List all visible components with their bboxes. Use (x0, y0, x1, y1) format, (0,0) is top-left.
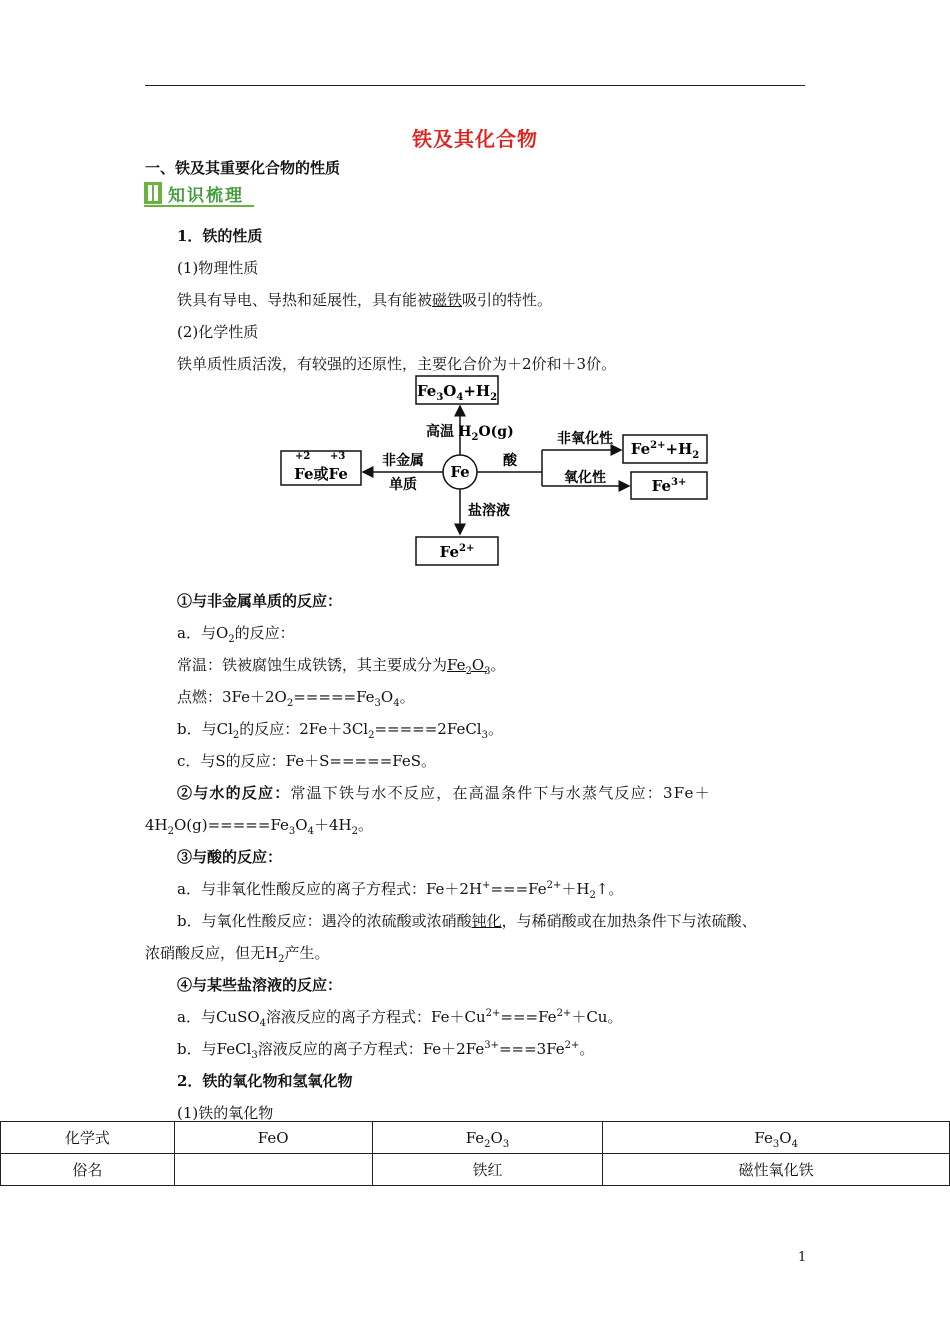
reaction4-a: a．与CuSO$_4$溶液反应的离子方程式：$Fe+Cu^{2+}===Fe^{2+}+Cu$。 (177, 1008, 623, 1029)
knowledge-badge (144, 180, 244, 206)
reaction1-a1: 常温：铁被腐蚀生成铁锈，其主要成分为$Fe_2O_3$。 (177, 656, 506, 677)
cond-nonmetal: 非金属 (382, 453, 424, 469)
product-fe3-text: $Fe^{3+}$ (651, 477, 687, 495)
table-cell: $Fe_3O_4$ (603, 1122, 950, 1154)
heading-oxides-hydroxides: 2．铁的氧化物和氢氧化物 (177, 1072, 353, 1090)
reaction2-line: ②与水的反应：常温下铁与水不反应，在高温条件下与水蒸气反应：3Fe＋ (177, 784, 711, 802)
table-cell: 化学式 (1, 1122, 175, 1154)
iron-reaction-diagram (275, 372, 715, 570)
cond-element: 单质 (389, 477, 417, 493)
cond-high-temp: 高温 (426, 424, 454, 440)
book-icon (144, 182, 162, 204)
reaction3-heading: ③与酸的反应： (177, 848, 283, 866)
badge-underline (144, 205, 254, 207)
chemical-properties-label: (2)化学性质 (177, 323, 259, 341)
physical-properties-label: (1)物理性质 (177, 259, 259, 277)
cond-oxidizing: 氧化性 (564, 470, 606, 486)
heading-iron-properties: 1．铁的性质 (177, 227, 263, 245)
product-fe3o4-text: $Fe_3O_4+H_2$ (416, 382, 498, 403)
cond-salt-solution: 盐溶液 (468, 503, 510, 519)
reaction1-heading: ①与非金属单质的反应： (177, 592, 343, 610)
reaction3-b-cont: 浓硝酸反应，但无$H_2$产生。 (145, 944, 330, 965)
table-cell (174, 1154, 372, 1186)
valence-plus3: +3 (330, 451, 346, 462)
valence-plus2: +2 (295, 451, 311, 462)
header-rule (145, 85, 805, 86)
cond-non-oxidizing: 非氧化性 (557, 431, 613, 447)
badge-label: 知识梳理 (168, 185, 244, 206)
cond-water-vapor: $H_2O(g)$ (458, 424, 514, 443)
reaction1-c: c．与S的反应：Fe＋S=====FeS。 (177, 752, 436, 770)
table-cell: 铁红 (372, 1154, 603, 1186)
table-row (1, 1154, 950, 1186)
section-heading: 一、铁及其重要化合物的性质 (145, 159, 341, 177)
reaction3-b: b．与氧化性酸反应：遇冷的浓硫酸或浓硝酸钝化，与稀硝酸或在加热条件下与浓硫酸、 (177, 912, 757, 930)
oxides-label: (1)铁的氧化物 (177, 1104, 274, 1122)
cond-acid: 酸 (503, 453, 517, 469)
page-number: 1 (798, 1250, 807, 1265)
reaction4-b: b．与FeCl$_3$溶液反应的离子方程式：$Fe+2Fe^{3+}===3Fe^{2+}$。 (177, 1040, 595, 1061)
product-fe2-text: $Fe^{2+}$ (439, 543, 475, 561)
reaction4-heading: ④与某些盐溶液的反应： (177, 976, 343, 994)
reaction3-a: a．与非氧化性酸反应的离子方程式：$Fe+2H^+===Fe^{2+}+H_2↑$。 (177, 880, 624, 901)
product-fe2-h2-text: $Fe^{2+}+H_2$ (630, 440, 700, 461)
table-cell: 俗名 (1, 1154, 175, 1186)
reaction1-a2: 点燃：$3Fe+2O_2=====Fe_3O_4$。 (177, 688, 415, 709)
physical-properties-text: 铁具有导电、导热和延展性，具有能被磁铁吸引的特性。 (177, 291, 553, 309)
reaction1-a: a．与$O_2$的反应： (177, 624, 295, 645)
reaction2-cont: $4H_2O(g)=====Fe_3O_4+4H_2$。 (145, 816, 373, 837)
table-cell: $Fe_2O_3$ (372, 1122, 603, 1154)
page-title: 铁及其化合物 (412, 127, 538, 151)
iron-node-label: Fe (450, 463, 470, 481)
reaction1-b: b．与$Cl_2$的反应：$2Fe+3Cl_2=====2FeCl_3$。 (177, 720, 503, 741)
iron-oxides-table (0, 1121, 950, 1186)
table-cell: FeO (174, 1122, 372, 1154)
fe-valence-text: Fe或Fe (294, 465, 348, 483)
chemical-properties-text: 铁单质性质活泼，有较强的还原性，主要化合价为＋2价和＋3价。 (177, 355, 617, 373)
table-row (1, 1122, 950, 1154)
table-cell: 磁性氧化铁 (603, 1154, 950, 1186)
